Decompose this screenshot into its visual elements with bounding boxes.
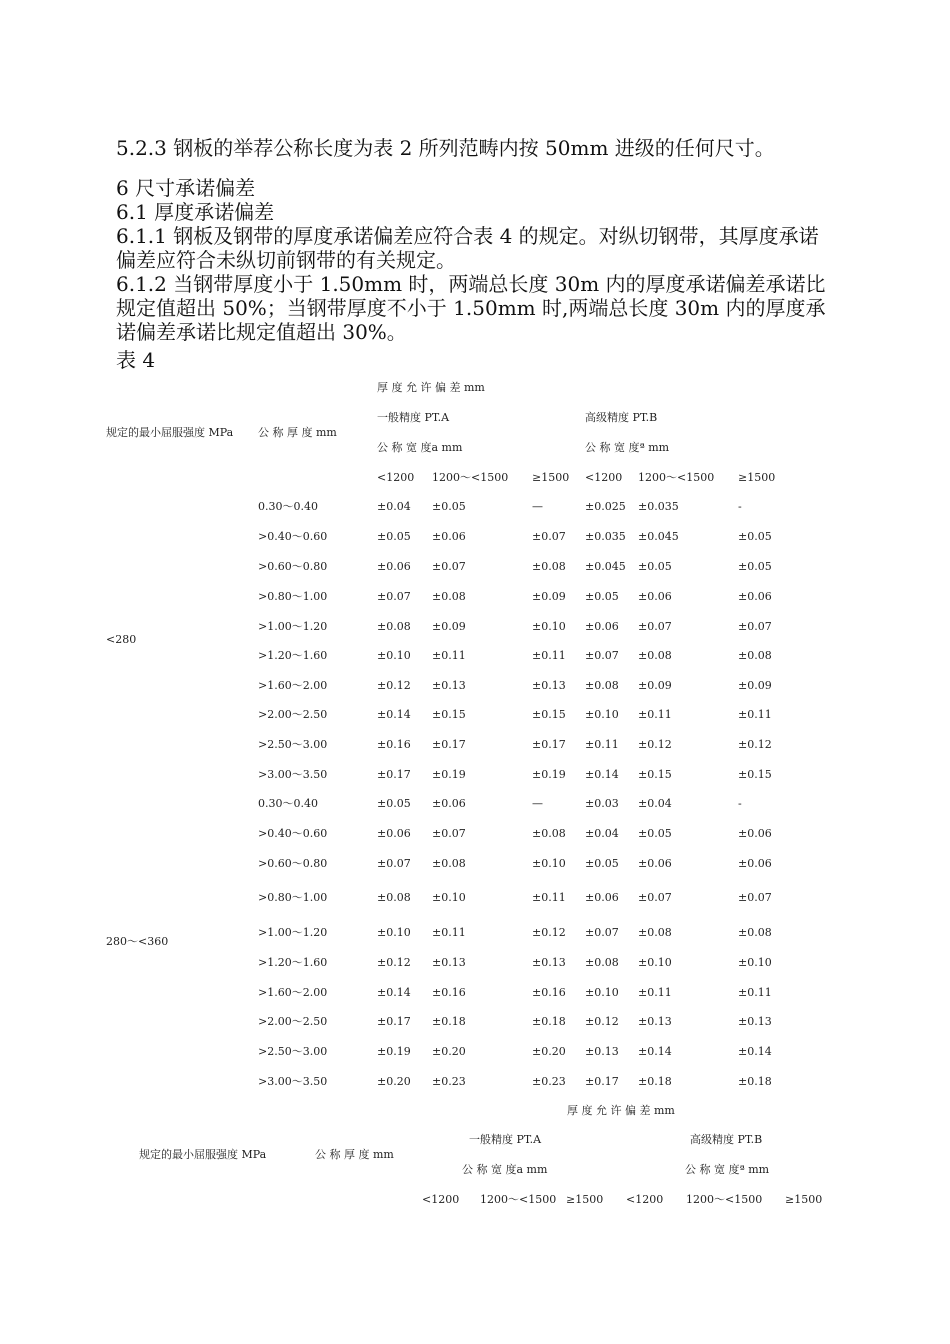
table-cell-tolerance: ±0.17: [585, 1075, 619, 1088]
table-cell-tolerance: ±0.15: [432, 708, 466, 721]
col-header: ≥1500: [785, 1193, 823, 1206]
table-cell-tolerance: ±0.06: [638, 590, 672, 603]
table-cell-tolerance: ±0.11: [432, 926, 466, 939]
table-cell-tolerance: ±0.19: [532, 768, 566, 781]
table-cell-tolerance: ±0.08: [585, 679, 619, 692]
header-general: 一般精度 PT.A: [377, 411, 450, 424]
table-cell-thickness: >1.20～1.60: [258, 649, 328, 662]
table-cell-tolerance: —: [532, 500, 543, 513]
table-cell-tolerance: ±0.12: [738, 738, 772, 751]
table-cell-thickness: >0.80～1.00: [258, 590, 328, 603]
table-cell-tolerance: ±0.10: [638, 956, 672, 969]
table-cell-tolerance: ±0.06: [432, 530, 466, 543]
table-cell-tolerance: ±0.11: [532, 649, 566, 662]
table-cell-tolerance: ±0.16: [532, 986, 566, 999]
table-cell-tolerance: ±0.17: [532, 738, 566, 751]
table-cell-tolerance: ±0.14: [585, 768, 619, 781]
table-cell-thickness: >0.60～0.80: [258, 857, 328, 870]
group-strength: <280: [106, 633, 137, 646]
table-cell-tolerance: —: [532, 797, 543, 810]
table-cell-tolerance: ±0.11: [585, 738, 619, 751]
table-cell-tolerance: -: [738, 500, 742, 513]
table-cell-tolerance: ±0.11: [432, 649, 466, 662]
table-cell-tolerance: ±0.23: [532, 1075, 566, 1088]
table-cell-tolerance: ±0.15: [638, 768, 672, 781]
col-header: ≥1500: [738, 471, 776, 484]
heading-6-1: 6.1 厚度承诺偏差: [116, 200, 275, 224]
table-cell-tolerance: ±0.06: [585, 620, 619, 633]
table-cell-tolerance: ±0.12: [638, 738, 672, 751]
table-cell-thickness: >0.40～0.60: [258, 530, 328, 543]
table-cell-thickness: >0.80～1.00: [258, 891, 328, 904]
table-cell-tolerance: ±0.08: [638, 649, 672, 662]
table-cell-thickness: >1.20～1.60: [258, 956, 328, 969]
table-cell-tolerance: ±0.11: [638, 986, 672, 999]
col-header: <1200: [422, 1193, 460, 1206]
table-cell-tolerance: ±0.17: [377, 1015, 411, 1028]
table-cell-tolerance: ±0.08: [638, 926, 672, 939]
table-cell-thickness: >0.40～0.60: [258, 827, 328, 840]
table-cell-tolerance: ±0.035: [638, 500, 679, 513]
table-cell-tolerance: -: [738, 797, 742, 810]
header-general: 一般精度 PT.A: [469, 1133, 542, 1146]
header-width-a: 公 称 宽 度a mm: [462, 1163, 548, 1176]
table-cell-tolerance: ±0.05: [377, 797, 411, 810]
table-cell-tolerance: ±0.10: [377, 926, 411, 939]
header-thickness: 公 称 厚 度 mm: [258, 426, 337, 439]
table-cell-thickness: >1.00～1.20: [258, 926, 328, 939]
table-cell-thickness: 0.30～0.40: [258, 500, 318, 513]
col-header: <1200: [626, 1193, 664, 1206]
table-cell-tolerance: ±0.20: [532, 1045, 566, 1058]
table-cell-tolerance: ±0.14: [638, 1045, 672, 1058]
table-cell-tolerance: ±0.07: [585, 926, 619, 939]
table-cell-tolerance: ±0.13: [432, 956, 466, 969]
table-cell-tolerance: ±0.025: [585, 500, 626, 513]
table-cell-tolerance: ±0.11: [738, 708, 772, 721]
table-cell-thickness: >1.60～2.00: [258, 679, 328, 692]
table-cell-tolerance: ±0.14: [738, 1045, 772, 1058]
table-cell-tolerance: ±0.08: [738, 926, 772, 939]
table-cell-tolerance: ±0.03: [585, 797, 619, 810]
table-cell-tolerance: ±0.045: [585, 560, 626, 573]
header-thickness: 公 称 厚 度 mm: [315, 1148, 394, 1161]
table-cell-tolerance: ±0.20: [432, 1045, 466, 1058]
table-cell-tolerance: ±0.07: [377, 857, 411, 870]
table-cell-tolerance: ±0.13: [585, 1045, 619, 1058]
col-header: 1200～<1500: [638, 471, 715, 484]
table-cell-tolerance: ±0.09: [532, 590, 566, 603]
table-cell-tolerance: ±0.10: [377, 649, 411, 662]
table-cell-tolerance: ±0.13: [638, 1015, 672, 1028]
table-cell-tolerance: ±0.09: [738, 679, 772, 692]
header-width-a: 公 称 宽 度a mm: [377, 441, 463, 454]
table-cell-thickness: >0.60～0.80: [258, 560, 328, 573]
table-cell-tolerance: ±0.045: [638, 530, 679, 543]
table-cell-tolerance: ±0.07: [532, 530, 566, 543]
table-cell-tolerance: ±0.05: [377, 530, 411, 543]
table-cell-tolerance: ±0.18: [432, 1015, 466, 1028]
header-strength: 规定的最小屈服强度 MPa: [139, 1148, 267, 1161]
table-cell-tolerance: ±0.23: [432, 1075, 466, 1088]
table-cell-tolerance: ±0.04: [638, 797, 672, 810]
table-cell-tolerance: ±0.06: [738, 827, 772, 840]
table-cell-tolerance: ±0.10: [532, 620, 566, 633]
table-cell-thickness: 0.30～0.40: [258, 797, 318, 810]
table-cell-tolerance: ±0.12: [532, 926, 566, 939]
table-cell-tolerance: ±0.18: [532, 1015, 566, 1028]
table-cell-tolerance: ±0.06: [738, 857, 772, 870]
table-cell-thickness: >2.50～3.00: [258, 1045, 328, 1058]
table-cell-tolerance: ±0.19: [377, 1045, 411, 1058]
table-cell-tolerance: ±0.05: [638, 827, 672, 840]
table-cell-tolerance: ±0.18: [638, 1075, 672, 1088]
table-cell-tolerance: ±0.18: [738, 1075, 772, 1088]
table-cell-tolerance: ±0.16: [377, 738, 411, 751]
table-cell-tolerance: ±0.13: [432, 679, 466, 692]
table-cell-tolerance: ±0.07: [432, 560, 466, 573]
table-cell-tolerance: ±0.06: [638, 857, 672, 870]
table-cell-tolerance: ±0.13: [532, 956, 566, 969]
table-cell-tolerance: ±0.13: [532, 679, 566, 692]
header-width-b: 公 称 宽 度ª mm: [585, 441, 670, 454]
table-cell-tolerance: ±0.13: [738, 1015, 772, 1028]
col-header: 1200～<1500: [480, 1193, 557, 1206]
table-cell-tolerance: ±0.04: [377, 500, 411, 513]
table-cell-tolerance: ±0.07: [638, 891, 672, 904]
table-cell-tolerance: ±0.08: [532, 560, 566, 573]
table-cell-tolerance: ±0.07: [432, 827, 466, 840]
table-cell-tolerance: ±0.10: [585, 986, 619, 999]
table-cell-tolerance: ±0.15: [738, 768, 772, 781]
table-cell-tolerance: ±0.15: [532, 708, 566, 721]
group-strength: 280～<360: [106, 935, 169, 948]
table-cell-tolerance: ±0.12: [377, 679, 411, 692]
table-cell-tolerance: ±0.10: [585, 708, 619, 721]
table-cell-thickness: >1.60～2.00: [258, 986, 328, 999]
table-cell-tolerance: ±0.08: [585, 956, 619, 969]
table-cell-tolerance: ±0.17: [377, 768, 411, 781]
table-cell-tolerance: ±0.12: [585, 1015, 619, 1028]
header-high: 高级精度 PT.B: [585, 411, 658, 424]
table-cell-tolerance: ±0.035: [585, 530, 626, 543]
table-cell-tolerance: ±0.07: [377, 590, 411, 603]
para-6-1-1: 6.1.1 钢板及钢带的厚度承诺偏差应符合表 4 的规定。对纵切钢带，其厚度承诺偏差应符合未纵切前钢带的有关规定。: [116, 224, 819, 272]
table-cell-tolerance: ±0.08: [532, 827, 566, 840]
table-cell-tolerance: ±0.05: [585, 857, 619, 870]
col-header: <1200: [585, 471, 623, 484]
heading-6: 6 尺寸承诺偏差: [116, 176, 256, 200]
header-strength: 规定的最小屈服强度 MPa: [106, 426, 234, 439]
para-6-1-2: 6.1.2 当钢带厚度小于 1.50mm 时，两端总长度 30m 内的厚度承诺偏差承诺比规定值超出 50%；当钢带厚度不小于 1.50mm 时,两端总长度 30m 内的厚度承诺偏差承诺比规定值超出 30%。: [116, 272, 826, 344]
table-cell-tolerance: ±0.09: [432, 620, 466, 633]
header-tolerance: 厚 度 允 许 偏 差 mm: [567, 1104, 675, 1117]
table-cell-tolerance: ±0.07: [738, 620, 772, 633]
table-cell-thickness: >2.50～3.00: [258, 738, 328, 751]
table-cell-thickness: >2.00～2.50: [258, 1015, 328, 1028]
col-header: ≥1500: [566, 1193, 604, 1206]
table-cell-tolerance: ±0.19: [432, 768, 466, 781]
table-cell-tolerance: ±0.08: [377, 891, 411, 904]
table-cell-tolerance: ±0.08: [432, 590, 466, 603]
col-header: 1200～<1500: [686, 1193, 763, 1206]
table-cell-tolerance: ±0.04: [585, 827, 619, 840]
table-cell-tolerance: ±0.16: [432, 986, 466, 999]
table-cell-tolerance: ±0.05: [585, 590, 619, 603]
table-cell-tolerance: ±0.17: [432, 738, 466, 751]
table-cell-tolerance: ±0.14: [377, 986, 411, 999]
table-cell-tolerance: ±0.10: [738, 956, 772, 969]
table-caption: 表 4: [116, 348, 156, 372]
table-cell-tolerance: ±0.05: [432, 500, 466, 513]
para-5-2-3: 5.2.3 钢板的举荐公称长度为表 2 所列范畴内按 50mm 进级的任何尺寸。: [116, 136, 775, 160]
table-cell-tolerance: ±0.11: [638, 708, 672, 721]
table-cell-tolerance: ±0.05: [638, 560, 672, 573]
table-cell-tolerance: ±0.10: [432, 891, 466, 904]
table-cell-tolerance: ±0.05: [738, 530, 772, 543]
table-cell-tolerance: ±0.06: [585, 891, 619, 904]
col-header: 1200～<1500: [432, 471, 509, 484]
table-cell-tolerance: ±0.08: [377, 620, 411, 633]
table-cell-tolerance: ±0.20: [377, 1075, 411, 1088]
col-header: ≥1500: [532, 471, 570, 484]
table-cell-thickness: >3.00～3.50: [258, 1075, 328, 1088]
table-cell-tolerance: ±0.06: [738, 590, 772, 603]
table-cell-thickness: >2.00～2.50: [258, 708, 328, 721]
table-cell-tolerance: ±0.10: [532, 857, 566, 870]
table-cell-tolerance: ±0.07: [585, 649, 619, 662]
table-cell-thickness: >3.00～3.50: [258, 768, 328, 781]
table-cell-tolerance: ±0.06: [377, 827, 411, 840]
col-header: <1200: [377, 471, 415, 484]
table-cell-tolerance: ±0.06: [377, 560, 411, 573]
table-cell-tolerance: ±0.09: [638, 679, 672, 692]
header-high: 高级精度 PT.B: [690, 1133, 763, 1146]
table-cell-tolerance: ±0.05: [738, 560, 772, 573]
table-cell-thickness: >1.00～1.20: [258, 620, 328, 633]
table-cell-tolerance: ±0.07: [738, 891, 772, 904]
table-cell-tolerance: ±0.11: [738, 986, 772, 999]
table-cell-tolerance: ±0.07: [638, 620, 672, 633]
table-cell-tolerance: ±0.14: [377, 708, 411, 721]
table-cell-tolerance: ±0.11: [532, 891, 566, 904]
table-cell-tolerance: ±0.08: [738, 649, 772, 662]
header-tolerance: 厚 度 允 许 偏 差 mm: [377, 381, 485, 394]
table-cell-tolerance: ±0.12: [377, 956, 411, 969]
header-width-b: 公 称 宽 度ª mm: [685, 1163, 770, 1176]
table-cell-tolerance: ±0.06: [432, 797, 466, 810]
table-cell-tolerance: ±0.08: [432, 857, 466, 870]
